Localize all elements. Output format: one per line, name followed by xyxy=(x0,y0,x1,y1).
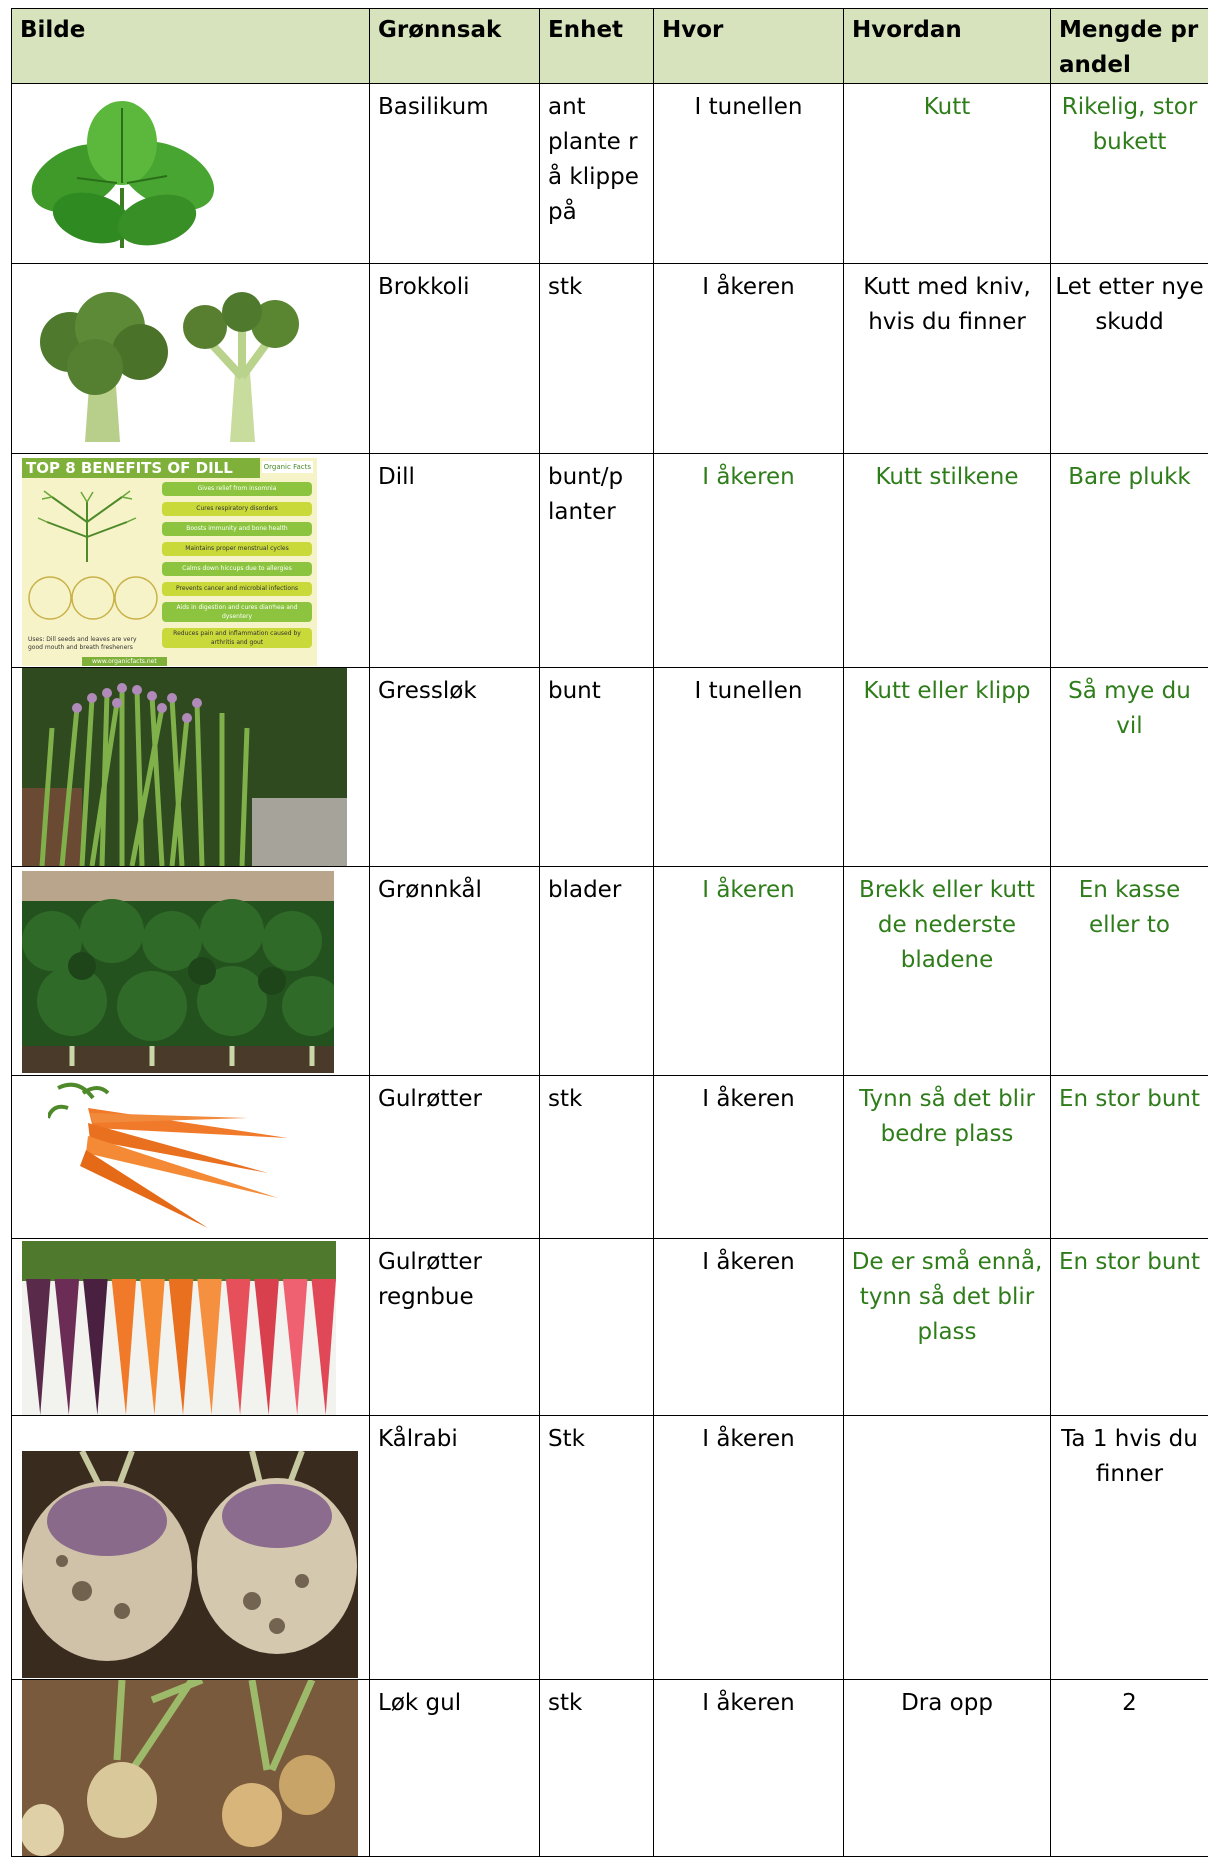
kohlrabi-photo xyxy=(22,1451,358,1678)
image-cell xyxy=(12,454,370,668)
image-cell xyxy=(12,668,370,867)
infographic-logo: Organic Facts xyxy=(262,461,313,473)
how-cell: De er små ennå, tynn så det blir plass xyxy=(844,1239,1051,1416)
vegetable-name: Brokkoli xyxy=(370,264,540,454)
table-row xyxy=(12,1076,1208,1239)
image-cell xyxy=(12,867,370,1076)
table-row xyxy=(12,1416,1208,1680)
how-cell: Dra opp xyxy=(844,1680,1051,1857)
unit-cell: blader xyxy=(540,867,654,1076)
onions-photo xyxy=(22,1680,358,1856)
broccoli-photo xyxy=(30,282,310,447)
where-cell: I åkeren xyxy=(654,264,844,454)
table-row xyxy=(12,84,1208,264)
unit-cell: stk xyxy=(540,1680,654,1857)
image-cell xyxy=(12,1076,370,1239)
how-cell: Tynn så det blir bedre plass xyxy=(844,1076,1051,1239)
where-cell: I åkeren xyxy=(654,1239,844,1416)
where-cell: I åkeren xyxy=(654,1416,844,1680)
table-row xyxy=(12,867,1208,1076)
benefit-item: Reduces pain and inflammation caused by arthritis and gout xyxy=(162,628,312,648)
benefit-item: Prevents cancer and microbial infections xyxy=(162,582,312,596)
header-row xyxy=(12,9,1208,84)
vegetable-name: Kålrabi xyxy=(370,1416,540,1680)
unit-cell: stk xyxy=(540,1076,654,1239)
benefit-item: Cures respiratory disorders xyxy=(162,502,312,516)
how-cell: Kutt med kniv, hvis du finner xyxy=(844,264,1051,454)
amount-cell: En stor bunt xyxy=(1051,1076,1208,1239)
header-unit: Enhet xyxy=(540,9,654,84)
amount-cell: En kasse eller to xyxy=(1051,867,1208,1076)
harvest-table xyxy=(11,8,1208,1857)
how-cell: Kutt stilkene xyxy=(844,454,1051,668)
vegetable-name: Basilikum xyxy=(370,84,540,264)
amount-cell: Så mye du vil xyxy=(1051,668,1208,867)
vegetable-name: Gulrøtter xyxy=(370,1076,540,1239)
where-cell: I tunellen xyxy=(654,668,844,867)
infographic-title: TOP 8 BENEFITS OF DILL xyxy=(22,458,260,478)
vegetable-name: Dill xyxy=(370,454,540,668)
vegetable-name: Gressløk xyxy=(370,668,540,867)
image-cell xyxy=(12,1239,370,1416)
where-cell: I åkeren xyxy=(654,454,844,668)
benefit-item: Maintains proper menstrual cycles xyxy=(162,542,312,556)
table-row xyxy=(12,264,1208,454)
dill-plant-icon xyxy=(32,482,142,567)
infographic-site: www.organicfacts.net xyxy=(82,657,167,666)
header-vegetable: Grønnsak xyxy=(370,9,540,84)
benefits-list xyxy=(162,482,312,648)
image-cell xyxy=(12,1680,370,1857)
table-row xyxy=(12,1680,1208,1857)
how-cell xyxy=(844,1416,1051,1680)
amount-cell: Bare plukk xyxy=(1051,454,1208,668)
table-row xyxy=(12,1239,1208,1416)
unit-cell xyxy=(540,1239,654,1416)
where-cell: I åkeren xyxy=(654,867,844,1076)
header-amount: Mengde pr andel xyxy=(1051,9,1208,84)
vegetable-name: Grønnkål xyxy=(370,867,540,1076)
image-cell xyxy=(12,84,370,264)
amount-cell: Rikelig, stor bukett xyxy=(1051,84,1208,264)
how-cell: Kutt eller klipp xyxy=(844,668,1051,867)
how-cell: Kutt xyxy=(844,84,1051,264)
chives-photo xyxy=(22,668,347,866)
kale-photo xyxy=(22,871,334,1073)
table-row xyxy=(12,454,1208,668)
where-cell: I åkeren xyxy=(654,1680,844,1857)
header-how: Hvordan xyxy=(844,9,1051,84)
image-cell xyxy=(12,1416,370,1680)
uses-note: Uses: Dill seeds and leaves are very good mouth and breath fresheners xyxy=(28,636,148,652)
unit-cell: bunt xyxy=(540,668,654,867)
carrots-photo xyxy=(48,1078,298,1233)
header-where: Hvor xyxy=(654,9,844,84)
table-row xyxy=(12,668,1208,867)
unit-cell: Stk xyxy=(540,1416,654,1680)
vegetable-name: Løk gul xyxy=(370,1680,540,1857)
benefit-item: Aids in digestion and cures diarrhea and dysentery xyxy=(162,602,312,622)
dill-infographic xyxy=(22,458,317,666)
unit-cell: ant plante r å klippe på xyxy=(540,84,654,264)
amount-cell: Ta 1 hvis du finner xyxy=(1051,1416,1208,1680)
benefit-item: Gives relief from insomnia xyxy=(162,482,312,496)
amount-cell: En stor bunt xyxy=(1051,1239,1208,1416)
unit-cell: stk xyxy=(540,264,654,454)
how-cell: Brekk eller kutt de nederste bladene xyxy=(844,867,1051,1076)
amount-cell: 2 xyxy=(1051,1680,1208,1857)
rainbow-carrots-photo xyxy=(22,1241,336,1415)
nutrient-circles xyxy=(28,574,158,622)
benefit-item: Calms down hiccups due to allergies xyxy=(162,562,312,576)
header-image: Bilde xyxy=(12,9,370,84)
basil-photo xyxy=(22,98,222,258)
image-cell xyxy=(12,264,370,454)
unit-cell: bunt/p lanter xyxy=(540,454,654,668)
where-cell: I åkeren xyxy=(654,1076,844,1239)
amount-cell: Let etter nye skudd xyxy=(1051,264,1208,454)
benefit-item: Boosts immunity and bone health xyxy=(162,522,312,536)
where-cell: I tunellen xyxy=(654,84,844,264)
vegetable-name: Gulrøtter regnbue xyxy=(370,1239,540,1416)
